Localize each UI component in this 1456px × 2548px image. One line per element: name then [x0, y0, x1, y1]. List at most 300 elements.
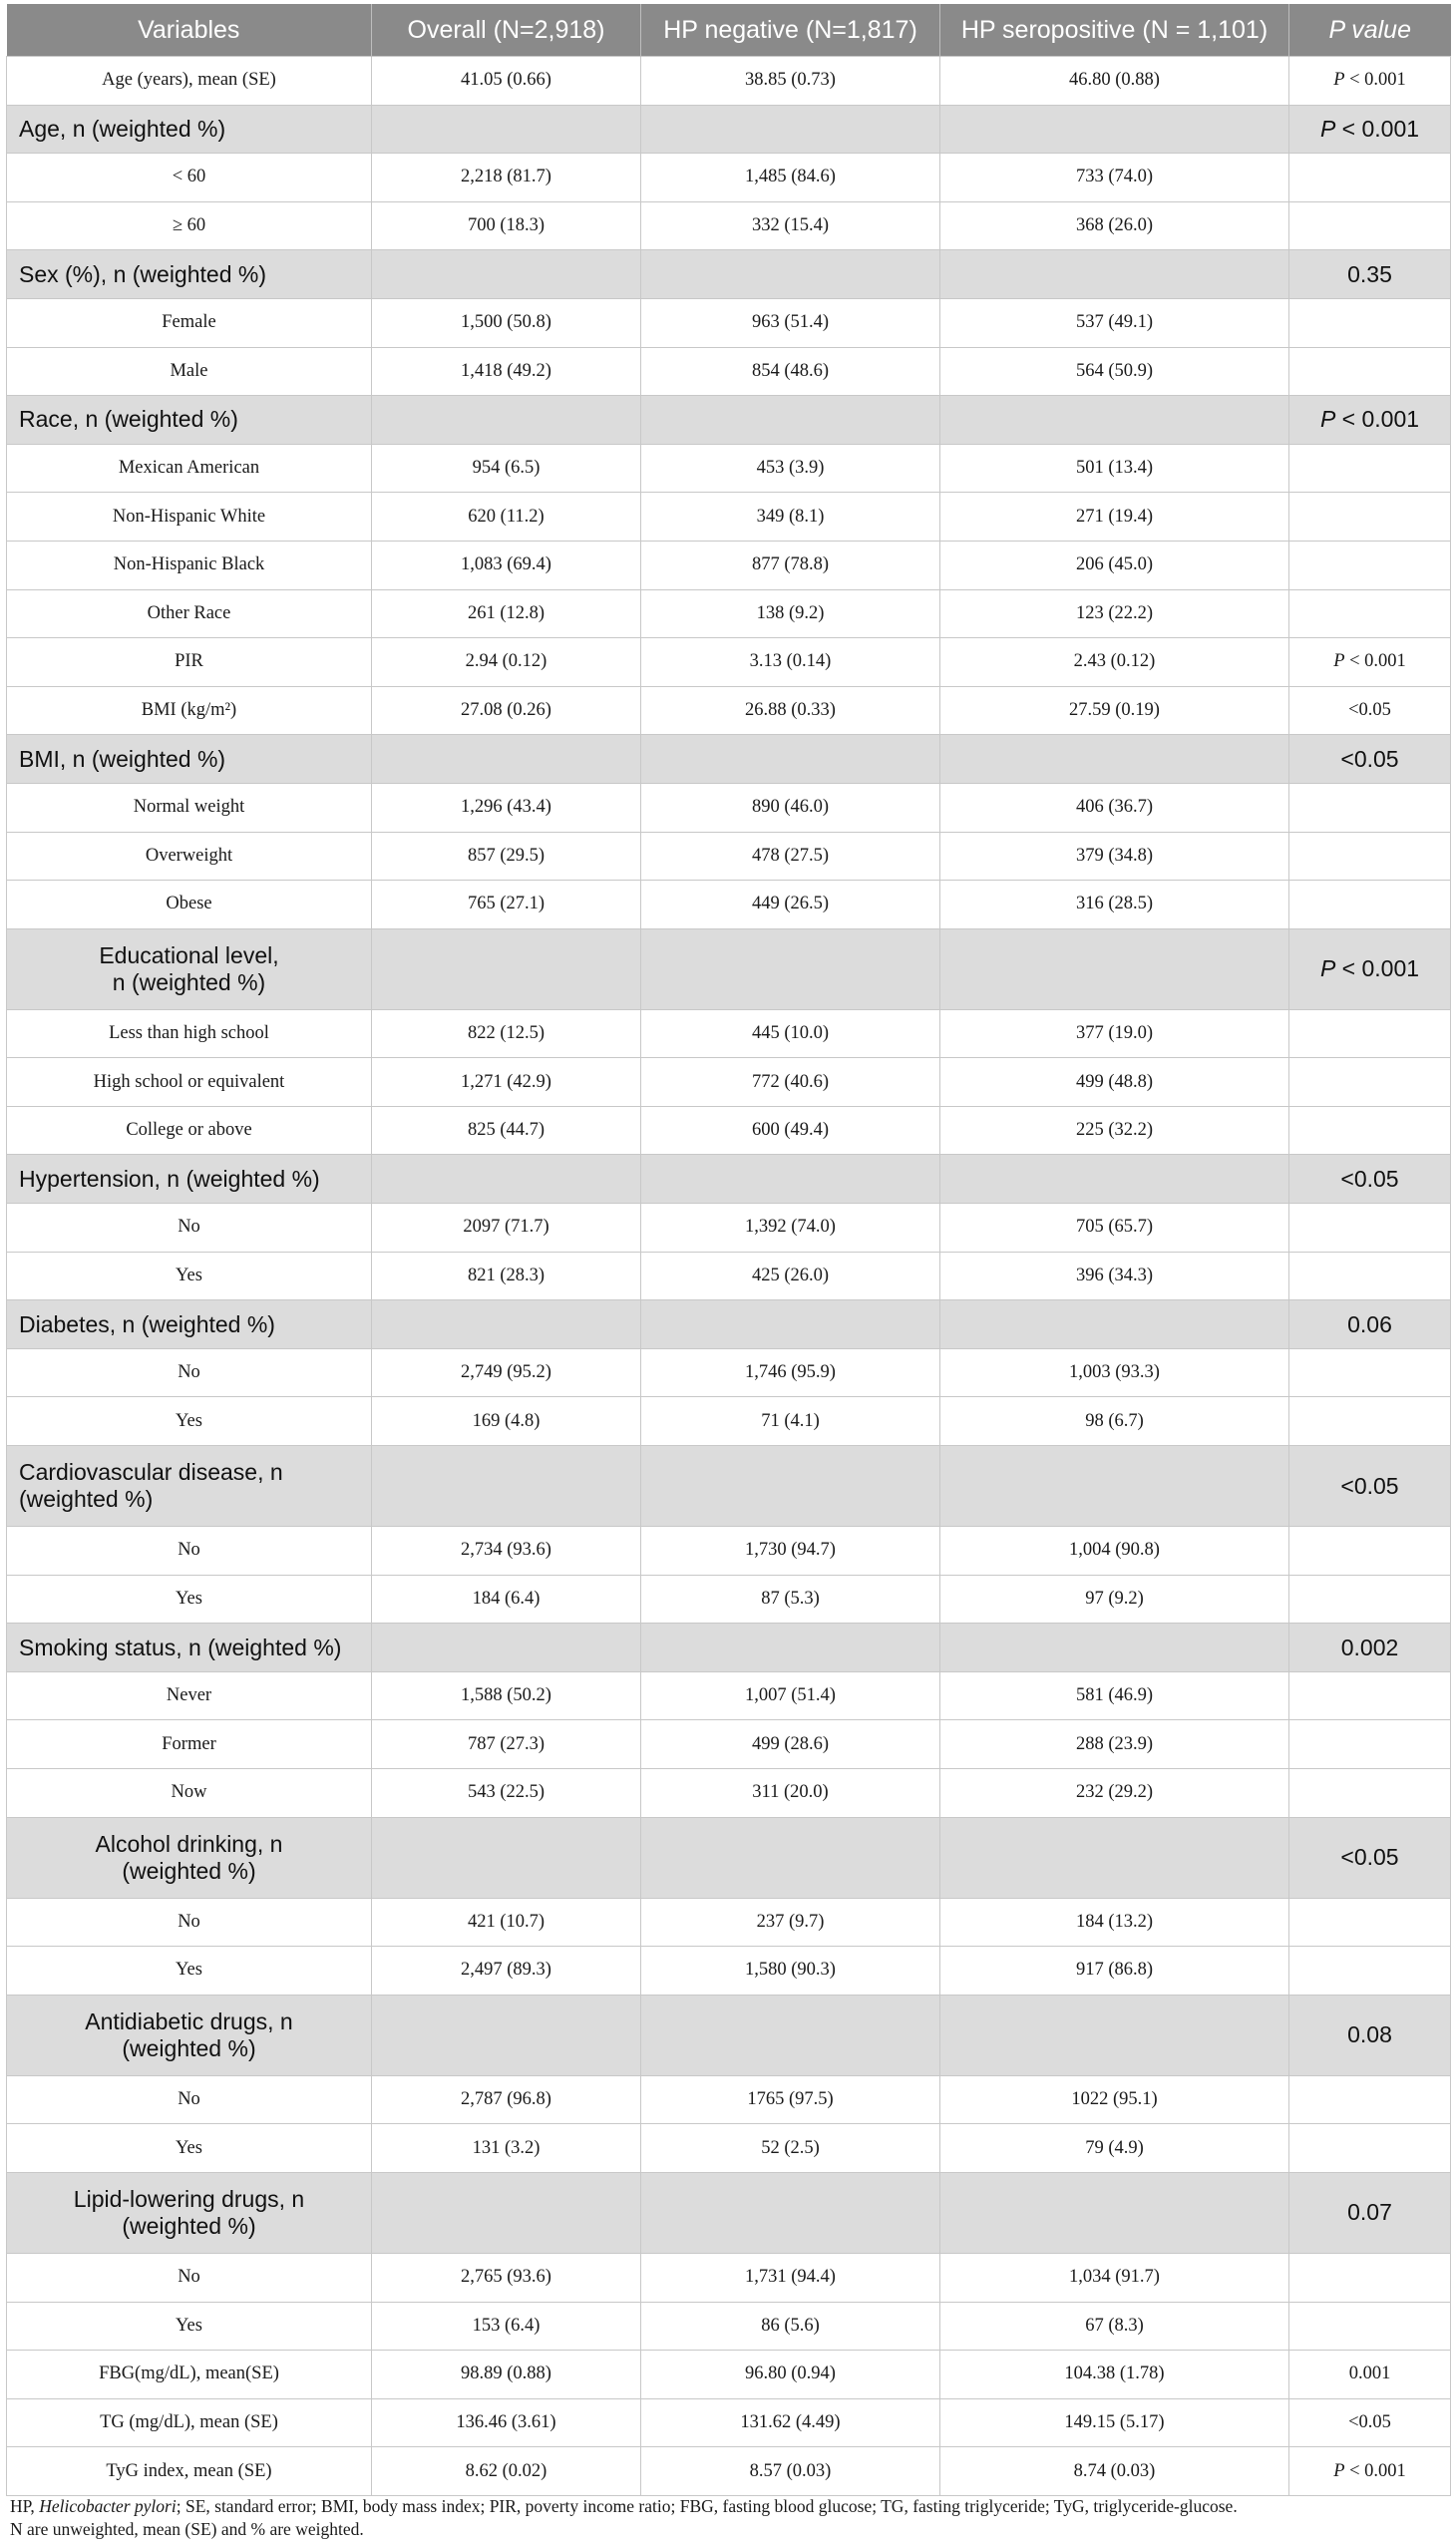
overall-cell: 169 (4.8) — [372, 1397, 641, 1446]
hp-seropositive-cell: 98 (6.7) — [940, 1397, 1289, 1446]
hp-seropositive-cell: 733 (74.0) — [940, 154, 1289, 202]
hp-seropositive-cell: 406 (36.7) — [940, 783, 1289, 832]
section-empty-cell — [372, 396, 641, 445]
variable-cell: Age (years), mean (SE) — [7, 57, 372, 106]
table-row — [7, 1947, 1451, 1996]
section-empty-cell — [940, 2172, 1289, 2253]
section-row — [7, 735, 1451, 784]
hp-seropositive-cell: 206 (45.0) — [940, 541, 1289, 589]
section-empty-cell — [940, 1155, 1289, 1204]
table-container — [6, 4, 1450, 2496]
hp-seropositive-cell: 1,034 (91.7) — [940, 2253, 1289, 2302]
overall-cell: 954 (6.5) — [372, 444, 641, 493]
p-value-cell — [1289, 832, 1451, 881]
section-empty-cell — [372, 1995, 641, 2075]
section-empty-cell — [641, 105, 940, 154]
overall-cell: 27.08 (0.26) — [372, 686, 641, 735]
variable-cell: PIR — [7, 638, 372, 687]
hp-seropositive-cell: 499 (48.8) — [940, 1058, 1289, 1107]
section-label: Antidiabetic drugs, n (weighted %) — [7, 1995, 372, 2075]
hp-negative-cell: 26.88 (0.33) — [641, 686, 940, 735]
variable-cell: Yes — [7, 1947, 372, 1996]
hp-negative-cell: 445 (10.0) — [641, 1009, 940, 1058]
overall-cell: 98.89 (0.88) — [372, 2351, 641, 2399]
section-row — [7, 396, 1451, 445]
p-value-cell: P < 0.001 — [1289, 638, 1451, 687]
table-row — [7, 1671, 1451, 1720]
section-label: Smoking status, n (weighted %) — [7, 1624, 372, 1672]
p-value-cell: <0.05 — [1289, 1155, 1451, 1204]
header-p-value-text: P value — [1328, 15, 1411, 44]
p-symbol: P — [1333, 651, 1345, 672]
variable-cell: Non-Hispanic White — [7, 493, 372, 542]
hp-seropositive-cell: 316 (28.5) — [940, 881, 1289, 929]
hp-seropositive-cell: 564 (50.9) — [940, 347, 1289, 396]
section-row — [7, 250, 1451, 299]
table-row — [7, 2447, 1451, 2496]
hp-seropositive-cell: 537 (49.1) — [940, 298, 1289, 347]
p-value-cell: <0.05 — [1289, 2398, 1451, 2447]
table-row — [7, 347, 1451, 396]
hp-negative-cell: 311 (20.0) — [641, 1769, 940, 1818]
overall-cell: 620 (11.2) — [372, 493, 641, 542]
section-empty-cell — [940, 1446, 1289, 1527]
hp-negative-cell: 963 (51.4) — [641, 298, 940, 347]
hp-negative-cell: 332 (15.4) — [641, 201, 940, 250]
p-value-cell — [1289, 2075, 1451, 2124]
footnote-text-rest: ; SE, standard error; BMI, body mass index; PIR, poverty income ratio; FBG, fasting blood glucose; TG, fasting triglyceride; TyG, triglyceride-glucose. — [176, 2496, 1238, 2516]
hp-negative-cell: 1,746 (95.9) — [641, 1348, 940, 1397]
variable-cell: Yes — [7, 1575, 372, 1624]
hp-seropositive-cell: 27.59 (0.19) — [940, 686, 1289, 735]
hp-negative-cell: 600 (49.4) — [641, 1106, 940, 1155]
hp-seropositive-cell: 1,003 (93.3) — [940, 1348, 1289, 1397]
overall-cell: 765 (27.1) — [372, 881, 641, 929]
section-empty-cell — [940, 1995, 1289, 2075]
table-row — [7, 444, 1451, 493]
hp-seropositive-cell: 581 (46.9) — [940, 1671, 1289, 1720]
section-empty-cell — [372, 250, 641, 299]
section-empty-cell — [372, 1446, 641, 1527]
hp-seropositive-cell: 1,004 (90.8) — [940, 1527, 1289, 1576]
table-row — [7, 298, 1451, 347]
section-empty-cell — [372, 1624, 641, 1672]
hp-seropositive-cell: 225 (32.2) — [940, 1106, 1289, 1155]
variable-cell: Yes — [7, 2302, 372, 2351]
section-empty-cell — [641, 2172, 940, 2253]
variable-cell: Now — [7, 1769, 372, 1818]
footnote-text: HP, — [10, 2496, 40, 2516]
variable-cell: Yes — [7, 1252, 372, 1300]
header-hp-seropositive: HP seropositive (N = 1,101) — [940, 4, 1289, 57]
hp-seropositive-cell: 1022 (95.1) — [940, 2075, 1289, 2124]
p-symbol: P — [1319, 406, 1336, 433]
p-value-cell — [1289, 1769, 1451, 1818]
p-value-cell: 0.001 — [1289, 2351, 1451, 2399]
p-value-cell — [1289, 783, 1451, 832]
header-variables: Variables — [7, 4, 372, 57]
overall-cell: 2,787 (96.8) — [372, 2075, 641, 2124]
section-empty-cell — [940, 928, 1289, 1009]
section-empty-cell — [372, 1817, 641, 1898]
table-row — [7, 2124, 1451, 2173]
variable-cell: College or above — [7, 1106, 372, 1155]
p-value-cell — [1289, 881, 1451, 929]
variable-cell: Non-Hispanic Black — [7, 541, 372, 589]
p-value-cell: 0.08 — [1289, 1995, 1451, 2075]
section-row — [7, 1817, 1451, 1898]
p-value-cell: P < 0.001 — [1289, 928, 1451, 1009]
p-value-cell: 0.07 — [1289, 2172, 1451, 2253]
section-empty-cell — [641, 928, 940, 1009]
hp-negative-cell: 1765 (97.5) — [641, 2075, 940, 2124]
overall-cell: 2097 (71.7) — [372, 1204, 641, 1253]
section-row — [7, 1155, 1451, 1204]
overall-cell: 8.62 (0.02) — [372, 2447, 641, 2496]
table-row — [7, 1204, 1451, 1253]
section-empty-cell — [372, 735, 641, 784]
characteristics-table — [6, 4, 1451, 2496]
p-value-cell — [1289, 1348, 1451, 1397]
section-empty-cell — [372, 928, 641, 1009]
overall-cell: 2,749 (95.2) — [372, 1348, 641, 1397]
p-value-cell — [1289, 1106, 1451, 1155]
footnote-line-1 — [10, 2495, 1446, 2518]
table-row — [7, 154, 1451, 202]
hp-seropositive-cell: 97 (9.2) — [940, 1575, 1289, 1624]
table-row — [7, 2253, 1451, 2302]
p-value-cell — [1289, 1397, 1451, 1446]
overall-cell: 1,418 (49.2) — [372, 347, 641, 396]
overall-cell: 41.05 (0.66) — [372, 57, 641, 106]
variable-cell: Overweight — [7, 832, 372, 881]
p-value-cell — [1289, 1575, 1451, 1624]
overall-cell: 857 (29.5) — [372, 832, 641, 881]
variable-cell: Never — [7, 1671, 372, 1720]
variable-cell: Obese — [7, 881, 372, 929]
section-empty-cell — [372, 1155, 641, 1204]
p-value-cell: <0.05 — [1289, 735, 1451, 784]
section-row — [7, 1624, 1451, 1672]
overall-cell: 2.94 (0.12) — [372, 638, 641, 687]
hp-negative-cell: 877 (78.8) — [641, 541, 940, 589]
hp-negative-cell: 3.13 (0.14) — [641, 638, 940, 687]
p-value-cell — [1289, 2302, 1451, 2351]
variable-cell: BMI (kg/m²) — [7, 686, 372, 735]
section-empty-cell — [940, 735, 1289, 784]
variable-cell: No — [7, 1348, 372, 1397]
p-value-cell: P < 0.001 — [1289, 396, 1451, 445]
hp-negative-cell: 1,731 (94.4) — [641, 2253, 940, 2302]
p-value-cell — [1289, 1252, 1451, 1300]
hp-negative-cell: 772 (40.6) — [641, 1058, 940, 1107]
section-row — [7, 1300, 1451, 1349]
p-value-cell — [1289, 201, 1451, 250]
p-value-cell — [1289, 589, 1451, 638]
variable-cell: No — [7, 2253, 372, 2302]
table-row — [7, 686, 1451, 735]
section-label: BMI, n (weighted %) — [7, 735, 372, 784]
section-row — [7, 2172, 1451, 2253]
hp-seropositive-cell: 396 (34.3) — [940, 1252, 1289, 1300]
section-empty-cell — [372, 105, 641, 154]
overall-cell: 543 (22.5) — [372, 1769, 641, 1818]
overall-cell: 1,271 (42.9) — [372, 1058, 641, 1107]
table-row — [7, 541, 1451, 589]
section-empty-cell — [372, 2172, 641, 2253]
hp-negative-cell: 854 (48.6) — [641, 347, 940, 396]
p-value-cell — [1289, 1058, 1451, 1107]
p-value-cell — [1289, 493, 1451, 542]
section-empty-cell — [940, 1300, 1289, 1349]
section-empty-cell — [940, 105, 1289, 154]
p-value-cell: <0.05 — [1289, 1446, 1451, 1527]
variable-cell: No — [7, 1898, 372, 1947]
hp-seropositive-cell: 288 (23.9) — [940, 1720, 1289, 1769]
table-row — [7, 2302, 1451, 2351]
variable-cell: FBG(mg/dL), mean(SE) — [7, 2351, 372, 2399]
p-value-cell — [1289, 2253, 1451, 2302]
hp-seropositive-cell: 232 (29.2) — [940, 1769, 1289, 1818]
overall-cell: 153 (6.4) — [372, 2302, 641, 2351]
table-row — [7, 1252, 1451, 1300]
overall-cell: 787 (27.3) — [372, 1720, 641, 1769]
table-row — [7, 1058, 1451, 1107]
table-row — [7, 57, 1451, 106]
hp-negative-cell: 1,007 (51.4) — [641, 1671, 940, 1720]
section-empty-cell — [641, 1446, 940, 1527]
variable-cell: < 60 — [7, 154, 372, 202]
p-value-cell — [1289, 1009, 1451, 1058]
header-overall: Overall (N=2,918) — [372, 4, 641, 57]
section-label: Educational level, n (weighted %) — [7, 928, 372, 1009]
hp-seropositive-cell: 2.43 (0.12) — [940, 638, 1289, 687]
hp-negative-cell: 1,392 (74.0) — [641, 1204, 940, 1253]
section-label: Lipid-lowering drugs, n (weighted %) — [7, 2172, 372, 2253]
table-row — [7, 2075, 1451, 2124]
table-row — [7, 589, 1451, 638]
overall-cell: 1,083 (69.4) — [372, 541, 641, 589]
hp-seropositive-cell: 79 (4.9) — [940, 2124, 1289, 2173]
section-empty-cell — [641, 396, 940, 445]
overall-cell: 261 (12.8) — [372, 589, 641, 638]
table-row — [7, 2398, 1451, 2447]
p-symbol: P — [1319, 115, 1336, 142]
section-empty-cell — [641, 735, 940, 784]
variable-cell: Normal weight — [7, 783, 372, 832]
p-value-cell: P < 0.001 — [1289, 2447, 1451, 2496]
table-row — [7, 2351, 1451, 2399]
p-value-cell — [1289, 2124, 1451, 2173]
hp-negative-cell: 499 (28.6) — [641, 1720, 940, 1769]
table-row — [7, 1898, 1451, 1947]
p-symbol: P — [1333, 2460, 1345, 2481]
p-value-cell — [1289, 541, 1451, 589]
hp-seropositive-cell: 377 (19.0) — [940, 1009, 1289, 1058]
hp-seropositive-cell: 501 (13.4) — [940, 444, 1289, 493]
p-symbol: P — [1333, 70, 1345, 91]
p-value-cell — [1289, 444, 1451, 493]
section-empty-cell — [641, 1300, 940, 1349]
table-row — [7, 881, 1451, 929]
variable-cell: Other Race — [7, 589, 372, 638]
variable-cell: TG (mg/dL), mean (SE) — [7, 2398, 372, 2447]
variable-cell: Mexican American — [7, 444, 372, 493]
p-value-cell — [1289, 154, 1451, 202]
section-row — [7, 928, 1451, 1009]
hp-seropositive-cell: 67 (8.3) — [940, 2302, 1289, 2351]
section-label: Sex (%), n (weighted %) — [7, 250, 372, 299]
p-value-cell: 0.06 — [1289, 1300, 1451, 1349]
hp-seropositive-cell: 917 (86.8) — [940, 1947, 1289, 1996]
section-label: Age, n (weighted %) — [7, 105, 372, 154]
hp-seropositive-cell: 104.38 (1.78) — [940, 2351, 1289, 2399]
overall-cell: 822 (12.5) — [372, 1009, 641, 1058]
hp-negative-cell: 1,580 (90.3) — [641, 1947, 940, 1996]
footnote-line-2: N are unweighted, mean (SE) and % are weighted. — [10, 2519, 364, 2539]
p-value-cell — [1289, 1720, 1451, 1769]
table-row — [7, 1527, 1451, 1576]
hp-negative-cell: 1,485 (84.6) — [641, 154, 940, 202]
p-value-cell — [1289, 1527, 1451, 1576]
hp-negative-cell: 453 (3.9) — [641, 444, 940, 493]
hp-seropositive-cell: 184 (13.2) — [940, 1898, 1289, 1947]
section-label: Diabetes, n (weighted %) — [7, 1300, 372, 1349]
table-body — [7, 57, 1451, 2496]
hp-negative-cell: 86 (5.6) — [641, 2302, 940, 2351]
variable-cell: High school or equivalent — [7, 1058, 372, 1107]
overall-cell: 136.46 (3.61) — [372, 2398, 641, 2447]
table-row — [7, 1769, 1451, 1818]
section-label: Race, n (weighted %) — [7, 396, 372, 445]
hp-negative-cell: 138 (9.2) — [641, 589, 940, 638]
section-empty-cell — [940, 396, 1289, 445]
hp-negative-cell: 349 (8.1) — [641, 493, 940, 542]
header-p-value — [1289, 4, 1451, 57]
hp-negative-cell: 237 (9.7) — [641, 1898, 940, 1947]
section-row — [7, 105, 1451, 154]
p-value-cell — [1289, 1898, 1451, 1947]
p-value-cell: P < 0.001 — [1289, 57, 1451, 106]
hp-seropositive-cell: 379 (34.8) — [940, 832, 1289, 881]
hp-negative-cell: 38.85 (0.73) — [641, 57, 940, 106]
hp-negative-cell: 1,730 (94.7) — [641, 1527, 940, 1576]
section-empty-cell — [372, 1300, 641, 1349]
table-row — [7, 783, 1451, 832]
section-empty-cell — [940, 1817, 1289, 1898]
overall-cell: 131 (3.2) — [372, 2124, 641, 2173]
hp-seropositive-cell: 149.15 (5.17) — [940, 2398, 1289, 2447]
p-symbol: P — [1319, 955, 1336, 982]
hp-negative-cell: 425 (26.0) — [641, 1252, 940, 1300]
overall-cell: 825 (44.7) — [372, 1106, 641, 1155]
variable-cell: Yes — [7, 1397, 372, 1446]
section-label: Hypertension, n (weighted %) — [7, 1155, 372, 1204]
overall-cell: 1,588 (50.2) — [372, 1671, 641, 1720]
hp-negative-cell: 87 (5.3) — [641, 1575, 940, 1624]
p-value-cell: <0.05 — [1289, 686, 1451, 735]
variable-cell: No — [7, 1527, 372, 1576]
hp-seropositive-cell: 123 (22.2) — [940, 589, 1289, 638]
section-label: Cardiovascular disease, n (weighted %) — [7, 1446, 372, 1527]
overall-cell: 2,497 (89.3) — [372, 1947, 641, 1996]
variable-cell: Male — [7, 347, 372, 396]
hp-seropositive-cell: 8.74 (0.03) — [940, 2447, 1289, 2496]
overall-cell: 821 (28.3) — [372, 1252, 641, 1300]
footnote — [10, 2495, 1446, 2541]
hp-negative-cell: 449 (26.5) — [641, 881, 940, 929]
p-value-cell — [1289, 1671, 1451, 1720]
hp-seropositive-cell: 46.80 (0.88) — [940, 57, 1289, 106]
section-empty-cell — [641, 1817, 940, 1898]
table-row — [7, 493, 1451, 542]
hp-seropositive-cell: 368 (26.0) — [940, 201, 1289, 250]
section-empty-cell — [641, 1995, 940, 2075]
hp-negative-cell: 71 (4.1) — [641, 1397, 940, 1446]
hp-negative-cell: 8.57 (0.03) — [641, 2447, 940, 2496]
table-row — [7, 638, 1451, 687]
variable-cell: ≥ 60 — [7, 201, 372, 250]
p-value-cell: 0.35 — [1289, 250, 1451, 299]
hp-seropositive-cell: 705 (65.7) — [940, 1204, 1289, 1253]
p-value-cell — [1289, 1204, 1451, 1253]
overall-cell: 421 (10.7) — [372, 1898, 641, 1947]
section-empty-cell — [940, 250, 1289, 299]
overall-cell: 2,765 (93.6) — [372, 2253, 641, 2302]
section-empty-cell — [641, 1624, 940, 1672]
footnote-species: Helicobacter pylori — [39, 2496, 177, 2516]
p-value-cell: <0.05 — [1289, 1817, 1451, 1898]
table-row — [7, 1348, 1451, 1397]
header-row — [7, 4, 1451, 57]
p-value-cell — [1289, 1947, 1451, 1996]
table-row — [7, 1575, 1451, 1624]
section-empty-cell — [641, 250, 940, 299]
table-row — [7, 832, 1451, 881]
table-row — [7, 1009, 1451, 1058]
variable-cell: Less than high school — [7, 1009, 372, 1058]
overall-cell: 184 (6.4) — [372, 1575, 641, 1624]
table-row — [7, 1397, 1451, 1446]
header-hp-negative: HP negative (N=1,817) — [641, 4, 940, 57]
overall-cell: 2,734 (93.6) — [372, 1527, 641, 1576]
section-row — [7, 1995, 1451, 2075]
variable-cell: Female — [7, 298, 372, 347]
table-row — [7, 1720, 1451, 1769]
hp-negative-cell: 890 (46.0) — [641, 783, 940, 832]
overall-cell: 1,500 (50.8) — [372, 298, 641, 347]
section-empty-cell — [641, 1155, 940, 1204]
hp-seropositive-cell: 271 (19.4) — [940, 493, 1289, 542]
p-value-cell — [1289, 347, 1451, 396]
hp-negative-cell: 131.62 (4.49) — [641, 2398, 940, 2447]
hp-negative-cell: 478 (27.5) — [641, 832, 940, 881]
table-row — [7, 1106, 1451, 1155]
hp-negative-cell: 96.80 (0.94) — [641, 2351, 940, 2399]
overall-cell: 700 (18.3) — [372, 201, 641, 250]
hp-negative-cell: 52 (2.5) — [641, 2124, 940, 2173]
section-empty-cell — [940, 1624, 1289, 1672]
section-row — [7, 1446, 1451, 1527]
overall-cell: 1,296 (43.4) — [372, 783, 641, 832]
variable-cell: Former — [7, 1720, 372, 1769]
variable-cell: Yes — [7, 2124, 372, 2173]
p-value-cell — [1289, 298, 1451, 347]
variable-cell: TyG index, mean (SE) — [7, 2447, 372, 2496]
p-value-cell: 0.002 — [1289, 1624, 1451, 1672]
overall-cell: 2,218 (81.7) — [372, 154, 641, 202]
variable-cell: No — [7, 1204, 372, 1253]
